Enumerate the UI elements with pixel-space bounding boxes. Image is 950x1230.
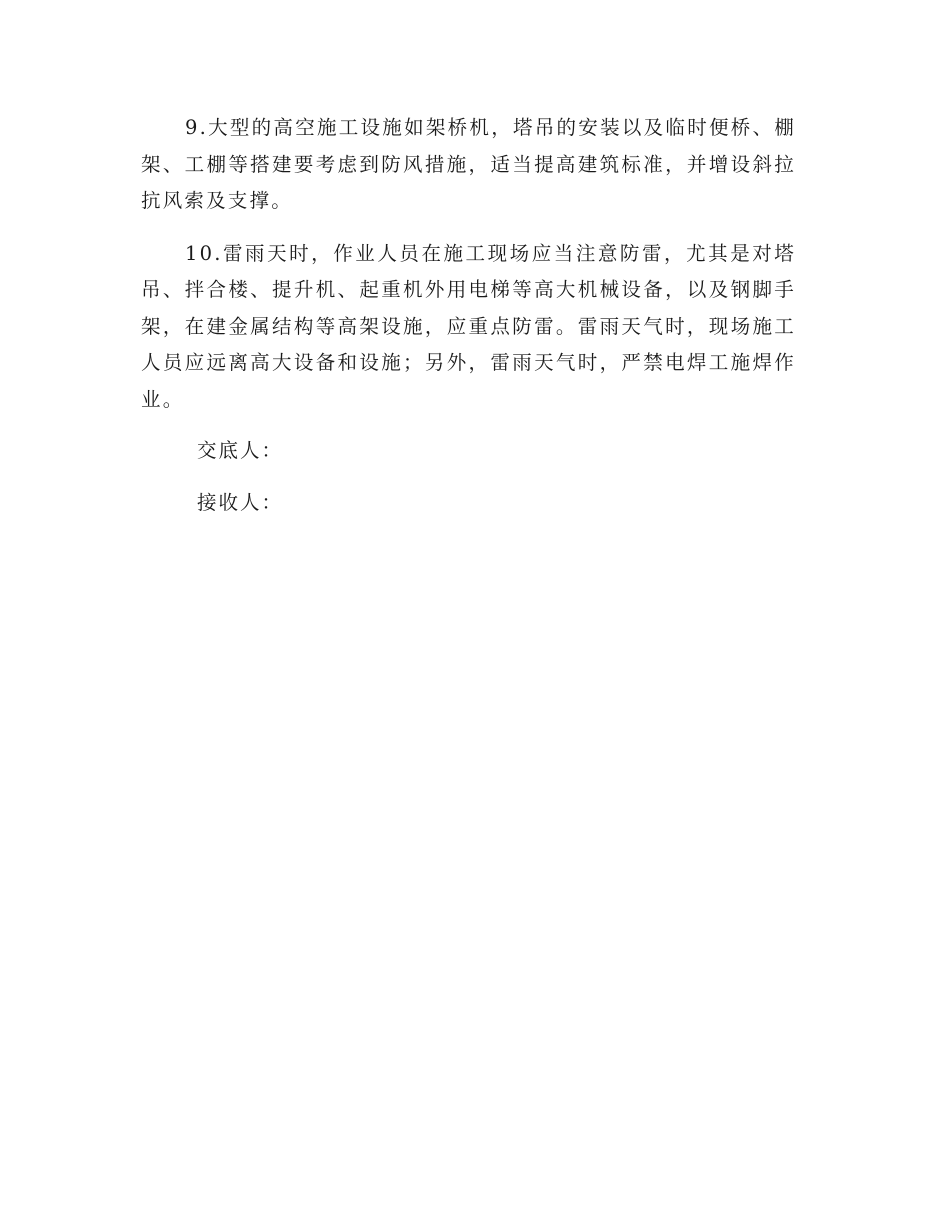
receiver-person-label: 接收人： (197, 491, 284, 514)
paragraph-item-10: 10.雷雨天时，作业人员在施工现场应当注意防雷，尤其是对塔吊、拌合楼、提升机、起重机外用电梯等高大机械设备，以及钢脚手架，在建金属结构等高架设施，应重点防雷。雷雨天气时，现场施工人员应远离高大设备和设施；另外，雷雨天气时，严禁电焊工施焊作业。 (141, 241, 796, 411)
handover-person-label: 交底人： (197, 439, 284, 462)
paragraph-item-9: 9.大型的高空施工设施如架桥机，塔吊的安装以及临时便桥、棚架、工棚等搭建要考虑到防风措施，适当提高建筑标准，并增设斜拉抗风索及支撑。 (141, 116, 796, 212)
document-body (141, 110, 796, 537)
